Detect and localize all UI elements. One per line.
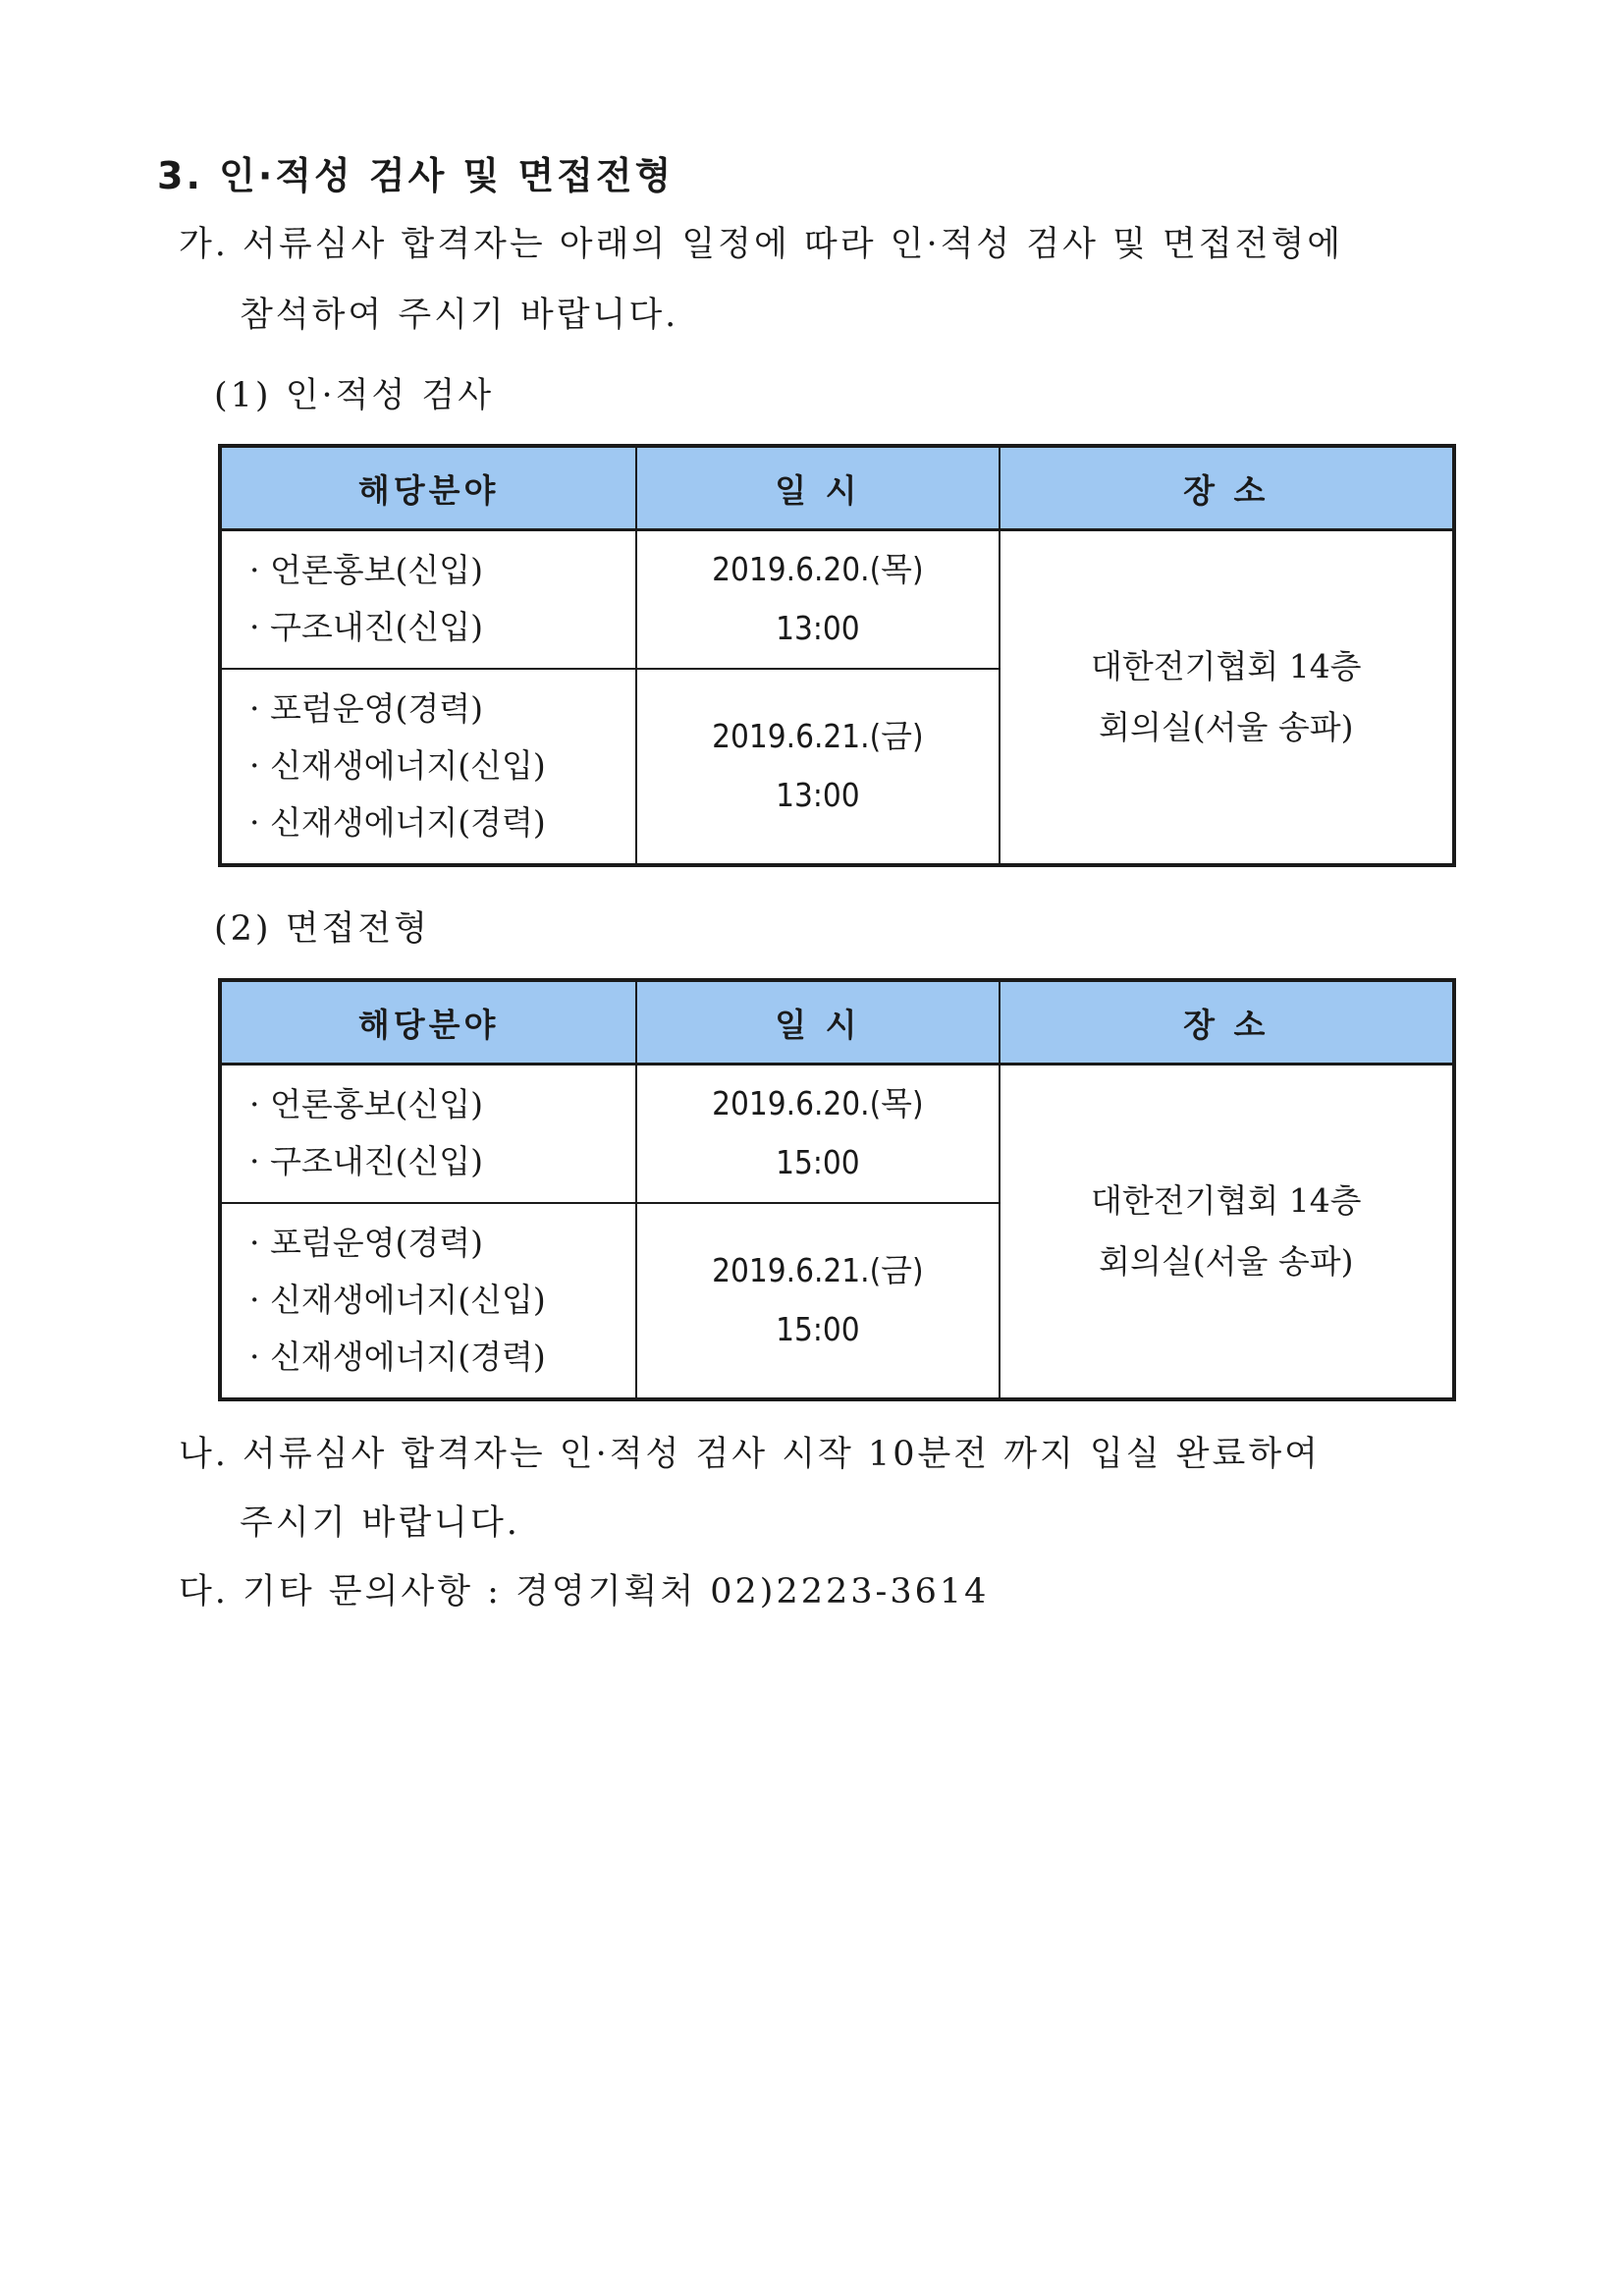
paragraph-ga-line2: 참석하여 주시기 바랍니다.	[240, 296, 679, 335]
field-item: · 신재생에너지(경력)	[249, 1338, 546, 1376]
place-line: 회의실(서울 송파)	[1099, 707, 1354, 746]
field-cell	[220, 1065, 636, 1203]
place-line: 대한전기협회 14층	[1090, 646, 1362, 685]
datetime-cell	[636, 1203, 999, 1399]
header-field: 해당분야	[220, 446, 636, 530]
date-text: 2019.6.20.(목)	[712, 550, 924, 589]
place-line: 회의실(서울 송파)	[1099, 1241, 1354, 1281]
header-place: 장 소	[1000, 446, 1454, 530]
field-item: · 신재생에너지(경력)	[249, 803, 546, 842]
field-item: · 구조내진(신입)	[249, 1142, 483, 1181]
header-place: 장 소	[1000, 980, 1454, 1065]
header-field: 해당분야	[220, 980, 636, 1065]
aptitude-test-table	[218, 444, 1456, 867]
time-text: 15:00	[776, 1143, 860, 1182]
place-line: 대한전기협회 14층	[1090, 1180, 1362, 1220]
date-text: 2019.6.21.(금)	[712, 1251, 924, 1289]
paragraph-da: 다. 기타 문의사항 : 경영기획처 02)2223-3614	[179, 1572, 990, 1612]
time-text: 13:00	[776, 776, 860, 814]
header-datetime: 일 시	[636, 980, 999, 1065]
field-cell	[220, 669, 636, 865]
table-header-row	[220, 980, 1454, 1065]
paragraph-na-line1: 나. 서류심사 합격자는 인·적성 검사 시작 10분전 까지 입실 완료하여	[179, 1435, 1321, 1474]
datetime-cell	[636, 669, 999, 865]
place-cell	[1000, 1065, 1454, 1399]
table-header-row	[220, 446, 1454, 530]
time-text: 13:00	[776, 609, 860, 648]
field-item: · 신재생에너지(신입)	[249, 746, 546, 785]
place-cell	[1000, 530, 1454, 865]
field-item: · 포럼운영(경력)	[249, 689, 483, 728]
time-text: 15:00	[776, 1310, 860, 1348]
datetime-cell	[636, 1065, 999, 1203]
date-text: 2019.6.20.(목)	[712, 1084, 924, 1123]
table-row	[220, 1065, 1454, 1203]
field-item: · 구조내진(신입)	[249, 608, 483, 647]
header-datetime: 일 시	[636, 446, 999, 530]
table-row	[220, 530, 1454, 669]
section-title: 3. 인·적성 검사 및 면접전형	[157, 154, 675, 197]
date-text: 2019.6.21.(금)	[712, 717, 924, 755]
interview-table	[218, 978, 1456, 1401]
paragraph-na-line2: 주시기 바랍니다.	[240, 1503, 520, 1543]
field-item: · 포럼운영(경력)	[249, 1224, 483, 1262]
field-item: · 신재생에너지(신입)	[249, 1281, 546, 1319]
datetime-cell	[636, 530, 999, 669]
field-item: · 언론홍보(신입)	[249, 551, 483, 590]
field-cell	[220, 1203, 636, 1399]
paragraph-ga-line1: 가. 서류심사 합격자는 아래의 일정에 따라 인·적성 검사 및 면접전형에	[179, 225, 1344, 264]
field-item: · 언론홍보(신입)	[249, 1085, 483, 1124]
table2-heading: (2) 면접전형	[214, 909, 430, 949]
table1-heading: (1) 인·적성 검사	[214, 376, 495, 415]
field-cell	[220, 530, 636, 669]
